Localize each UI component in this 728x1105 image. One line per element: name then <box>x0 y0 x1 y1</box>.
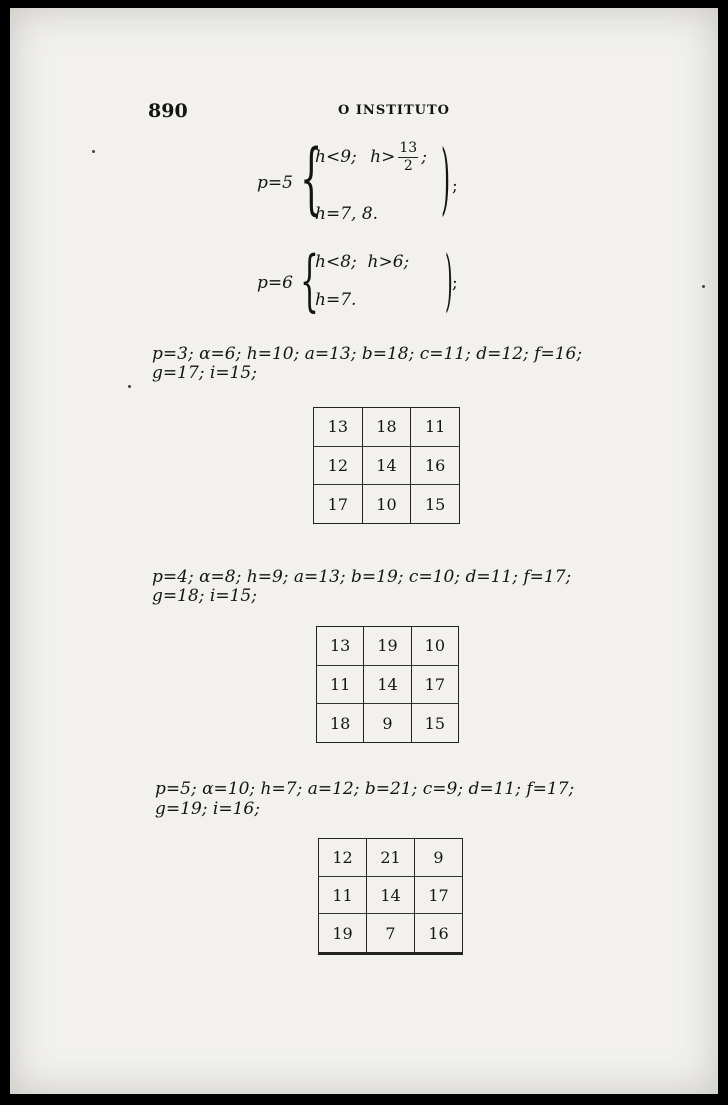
speck <box>92 150 95 153</box>
left-brace: { <box>300 242 319 319</box>
parameter-line: p=5; α=10; h=7; a=12; b=21; c=9; d=11; f=17; <box>155 779 575 799</box>
left-brace: { <box>300 134 323 224</box>
case-line-1: h<8; h>6; <box>315 252 410 272</box>
grid-cell: 16 <box>415 914 463 954</box>
grid-cell: 12 <box>314 446 363 485</box>
speck <box>128 385 131 388</box>
case-tail: ; <box>452 176 458 196</box>
case-line-2: h=7. <box>315 290 357 310</box>
parameter-line: p=3; α=6; h=10; a=13; b=18; c=11; d=12; f=16; <box>152 344 583 364</box>
magic-square-2 <box>316 626 459 743</box>
parameter-line: g=18; i=15; <box>152 586 257 606</box>
grid-cell: 18 <box>317 704 364 743</box>
grid-cell: 14 <box>364 665 411 704</box>
grid-cell: 15 <box>411 485 460 524</box>
page-number: 890 <box>148 100 188 122</box>
grid-cell: 17 <box>314 485 363 524</box>
right-brace: ) <box>441 134 451 224</box>
grid-cell: 10 <box>411 627 458 666</box>
magic-square-1 <box>313 407 460 524</box>
grid-cell: 18 <box>362 408 411 447</box>
grid-cell: 21 <box>367 839 415 877</box>
fraction: $\frac{13}{2}$ <box>399 140 418 174</box>
right-brace: ) <box>445 242 453 319</box>
grid-cell: 19 <box>319 914 367 954</box>
grid-cell: 19 <box>364 627 411 666</box>
grid-cell: 11 <box>411 408 460 447</box>
parameter-line: g=17; i=15; <box>152 363 257 383</box>
running-header: O INSTITUTO <box>338 103 450 118</box>
grid-cell: 11 <box>319 876 367 914</box>
parameter-line: p=4; α=8; h=9; a=13; b=19; c=10; d=11; f=17; <box>152 567 572 587</box>
grid-cell: 11 <box>317 665 364 704</box>
parameter-line: g=19; i=16; <box>155 799 260 819</box>
speck <box>702 285 705 288</box>
case-line-1: h<9; h> $\frac{13}{2}$ ; <box>315 140 427 174</box>
grid-cell: 14 <box>362 446 411 485</box>
case-lhs: p=5 <box>257 173 293 193</box>
case-tail: ; <box>452 273 458 293</box>
grid-cell: 9 <box>415 839 463 877</box>
grid-cell: 16 <box>411 446 460 485</box>
grid-cell: 10 <box>362 485 411 524</box>
grid-cell: 14 <box>367 876 415 914</box>
grid-cell: 12 <box>332 847 353 867</box>
grid-cell: 13 <box>327 417 348 437</box>
grid-cell: 9 <box>364 704 411 743</box>
grid-cell: 7 <box>367 914 415 954</box>
magic-square-3 <box>318 838 463 955</box>
case-line-2: h=7, 8. <box>315 204 379 224</box>
grid-cell: 15 <box>411 704 458 743</box>
case-lhs: p=6 <box>257 273 293 293</box>
grid-cell: 17 <box>415 876 463 914</box>
grid-cell: 17 <box>411 665 458 704</box>
grid-cell: 13 <box>329 636 351 656</box>
